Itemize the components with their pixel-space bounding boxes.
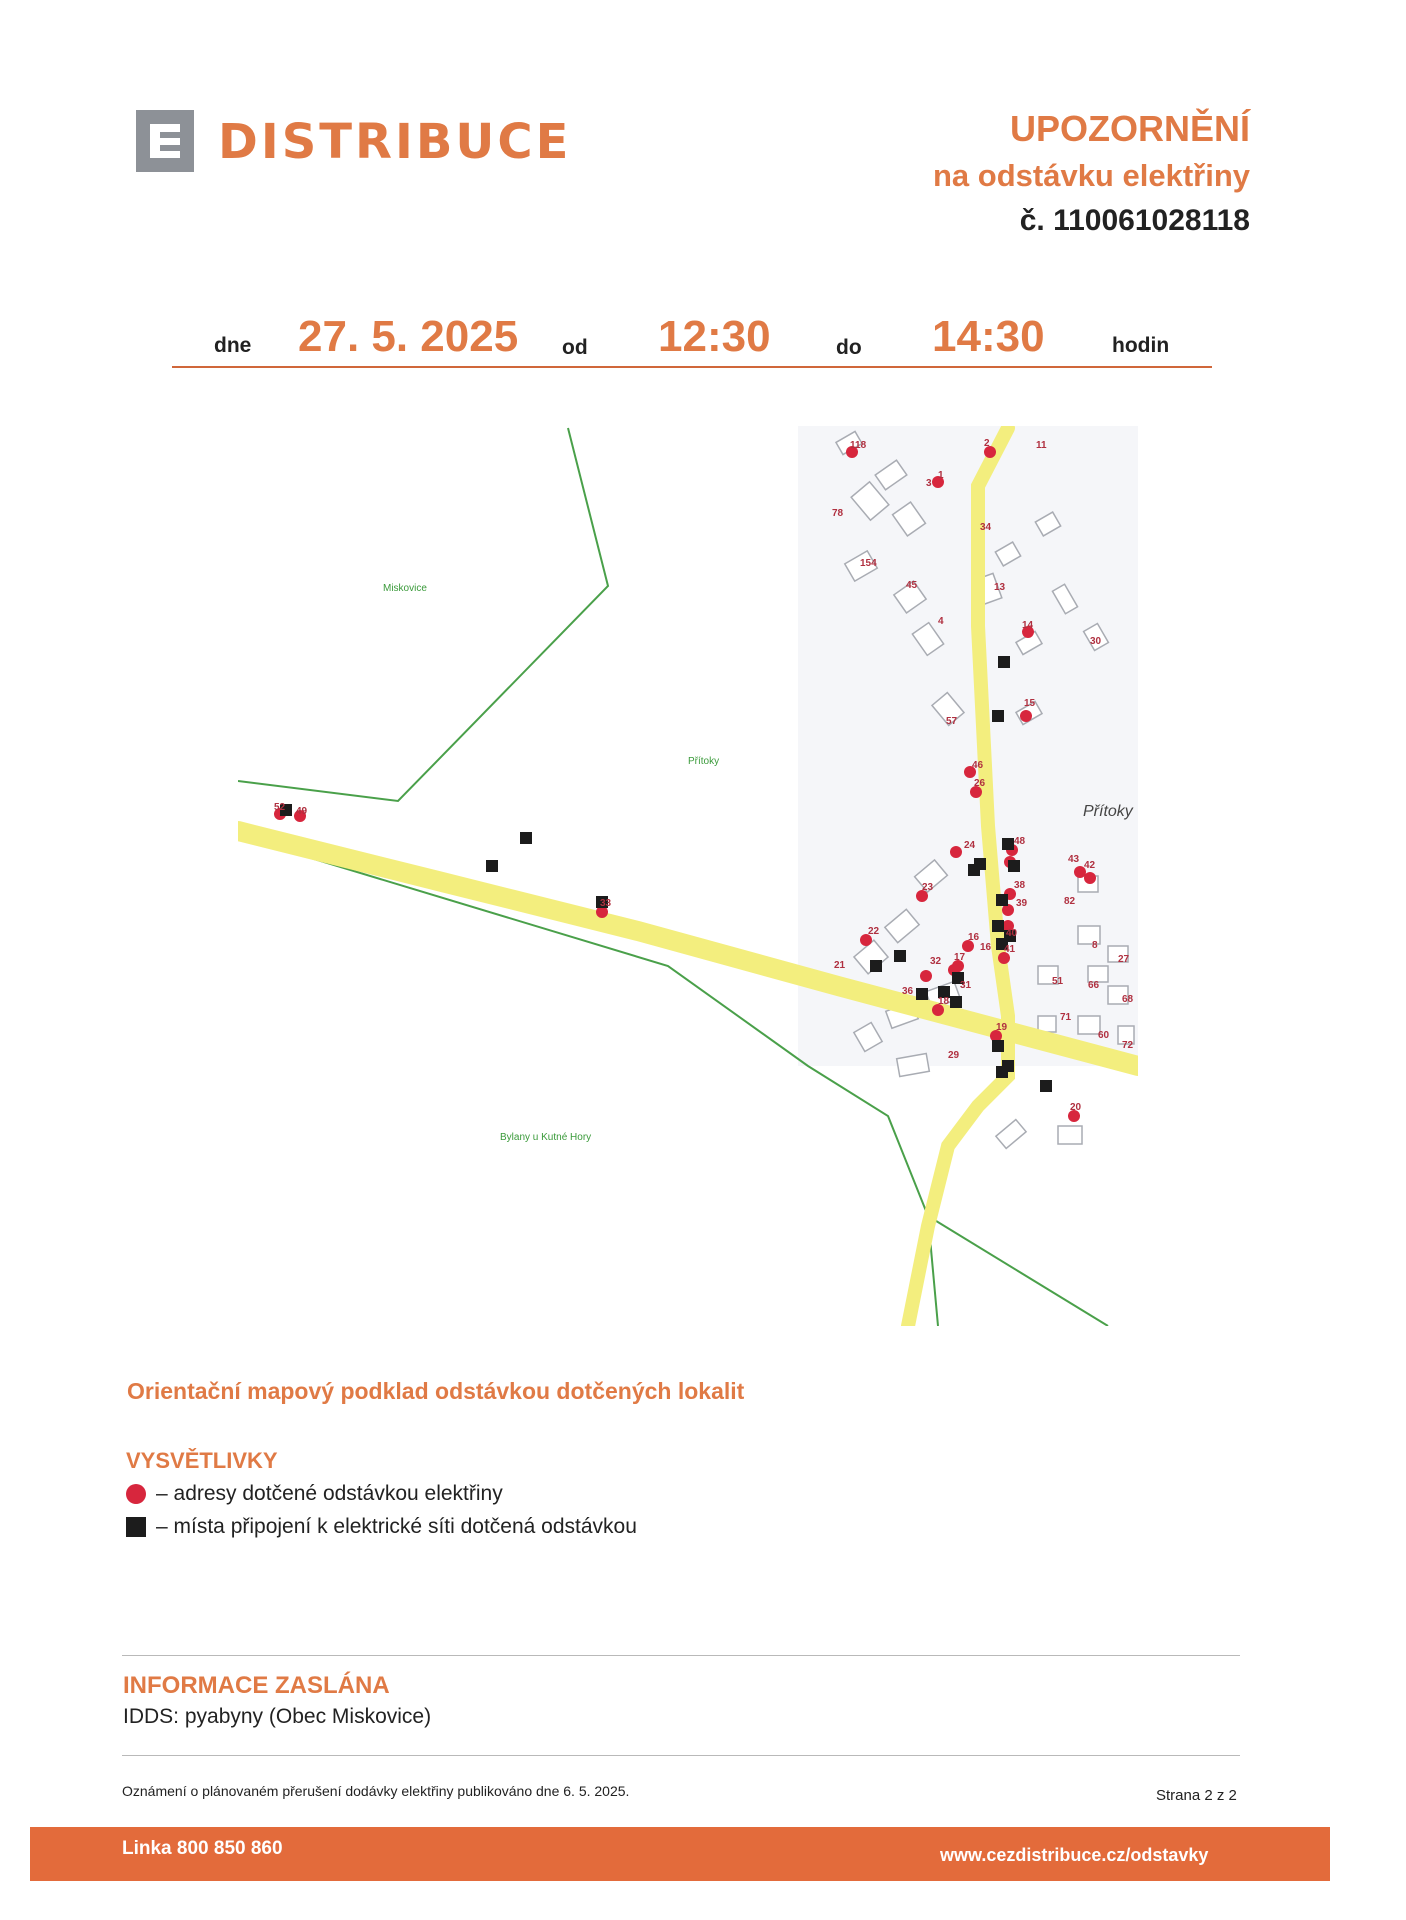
house-number-label: 46 — [972, 760, 984, 771]
info-text: IDDS: pyabyny (Obec Miskovice) — [123, 1705, 432, 1728]
brand-name: DISTRIBUCE — [218, 114, 572, 170]
house-number-label: 26 — [974, 778, 986, 789]
house-number-label: 1 — [938, 470, 944, 481]
map-builtup-area — [798, 426, 1138, 1066]
divider — [122, 1655, 1240, 1656]
house-number-label: 23 — [922, 882, 934, 893]
house-number-label: 36 — [902, 986, 914, 997]
address-marker — [1084, 872, 1096, 884]
house-number-label: 18 — [938, 996, 950, 1007]
map-place-label: Miskovice — [383, 583, 427, 594]
map-boundary-line — [238, 428, 608, 801]
house-number-label: 49 — [296, 806, 308, 817]
notice-title: UPOZORNĚNÍ — [1009, 108, 1250, 149]
house-number-label: 24 — [964, 840, 976, 851]
house-number-label: 8 — [1092, 940, 1098, 951]
black-square-icon — [126, 1517, 146, 1537]
house-number-label: 3 — [926, 478, 932, 489]
info-title: INFORMACE ZASLÁNA — [123, 1672, 390, 1699]
house-number-label: 4 — [938, 616, 944, 627]
house-number-label: 45 — [906, 580, 918, 591]
map-boundary-line — [928, 1216, 1108, 1326]
house-number-label: 118 — [850, 440, 867, 451]
notice-subtitle: na odstávku elektřiny — [932, 158, 1250, 193]
divider — [122, 1755, 1240, 1756]
outage-date: 27. 5. 2025 — [298, 312, 519, 361]
house-number-label: 68 — [1122, 994, 1134, 1005]
legend-connection-text: – místa připojení k elektrické síti dotčená odstávkou — [156, 1515, 637, 1538]
house-number-label: 60 — [1098, 1030, 1110, 1041]
house-number-label: 2 — [984, 438, 990, 449]
connection-marker — [1040, 1080, 1052, 1092]
address-marker — [920, 970, 932, 982]
house-number-label: 66 — [1088, 980, 1100, 991]
connection-marker — [998, 656, 1010, 668]
connection-marker — [894, 950, 906, 962]
house-number-label: 30 — [1090, 636, 1102, 647]
house-number-label: 48 — [1014, 836, 1026, 847]
house-number-label: 71 — [1060, 1012, 1072, 1023]
map-caption: Orientační mapový podklad odstávkou dotčených lokalit — [127, 1378, 745, 1404]
connection-marker — [870, 960, 882, 972]
map-building — [996, 1120, 1026, 1149]
legend-address-text: – adresy dotčené odstávkou elektřiny — [156, 1482, 503, 1505]
legend-item-connection — [126, 1515, 637, 1539]
house-number-label: 41 — [1004, 944, 1016, 955]
connection-marker — [486, 860, 498, 872]
label-do: do — [836, 336, 862, 359]
publication-note: Oznámení o plánovaném přerušení dodávky elektřiny publikováno dne 6. 5. 2025. — [122, 1783, 630, 1799]
house-number-label: 33 — [600, 898, 612, 909]
connection-marker — [1002, 1060, 1014, 1072]
connection-marker — [916, 988, 928, 1000]
house-number-label: 15 — [1024, 698, 1036, 709]
house-number-label: 40 — [1006, 928, 1018, 939]
connection-marker — [1002, 838, 1014, 850]
outage-map — [238, 426, 1138, 1326]
page-number: Strana 2 z 2 — [1156, 1787, 1237, 1804]
house-number-label: 57 — [946, 716, 958, 727]
house-number-label: 32 — [930, 956, 942, 967]
house-number-label: 72 — [1122, 1040, 1134, 1051]
time-from: 12:30 — [658, 312, 771, 361]
house-number-label: 31 — [960, 980, 972, 991]
address-marker — [1020, 710, 1032, 722]
map-building — [1038, 1016, 1056, 1032]
time-to: 14:30 — [932, 312, 1045, 361]
red-dot-icon — [126, 1484, 146, 1504]
address-marker — [950, 846, 962, 858]
house-number-label: 14 — [1022, 620, 1034, 631]
legend-item-address — [126, 1482, 503, 1506]
house-number-label: 16 — [980, 942, 992, 953]
label-dne: dne — [214, 334, 252, 357]
connection-marker — [1008, 860, 1020, 872]
website-link[interactable]: www.cezdistribuce.cz/odstavky — [940, 1845, 1209, 1865]
house-number-label: 38 — [1014, 880, 1026, 891]
connection-marker — [996, 894, 1008, 906]
house-number-label: 82 — [1064, 896, 1076, 907]
connection-marker — [992, 920, 1004, 932]
date-underline — [172, 366, 1212, 368]
house-number-label: 78 — [832, 508, 844, 519]
map-place-label: Přítoky — [1083, 803, 1133, 820]
house-number-label: 13 — [994, 582, 1006, 593]
house-number-label: 52 — [274, 802, 286, 813]
label-od: od — [562, 336, 588, 359]
connection-marker — [520, 832, 532, 844]
connection-marker — [992, 710, 1004, 722]
map-place-label: Přítoky — [688, 756, 720, 767]
logo-icon — [136, 110, 194, 172]
house-number-label: 154 — [860, 558, 877, 569]
house-number-label: 22 — [868, 926, 880, 937]
legend-title: VYSVĚTLIVKY — [126, 1448, 278, 1473]
house-number-label: 29 — [948, 1050, 960, 1061]
house-number-label: 27 — [1118, 954, 1130, 965]
map-place-label: Bylany u Kutné Hory — [500, 1132, 592, 1143]
notice-number: č. 110061028118 — [1019, 204, 1250, 237]
house-number-label: 11 — [1036, 440, 1047, 451]
house-number-label: 39 — [1016, 898, 1028, 909]
map-building — [1078, 1016, 1100, 1034]
connection-marker — [974, 858, 986, 870]
house-number-label: 20 — [1070, 1102, 1082, 1113]
house-number-label: 34 — [980, 522, 992, 533]
house-number-label: 16 — [968, 932, 980, 943]
label-hodin: hodin — [1112, 334, 1170, 357]
house-number-label: 21 — [834, 960, 846, 971]
house-number-label: 43 — [1068, 854, 1080, 865]
house-number-label: 51 — [1052, 976, 1064, 987]
hotline: Linka 800 850 860 — [122, 1838, 283, 1859]
map-building — [1058, 1126, 1082, 1144]
house-number-label: 17 — [954, 952, 966, 963]
house-number-label: 42 — [1084, 860, 1096, 871]
house-number-label: 19 — [996, 1022, 1008, 1033]
connection-marker — [992, 1040, 1004, 1052]
connection-marker — [950, 996, 962, 1008]
